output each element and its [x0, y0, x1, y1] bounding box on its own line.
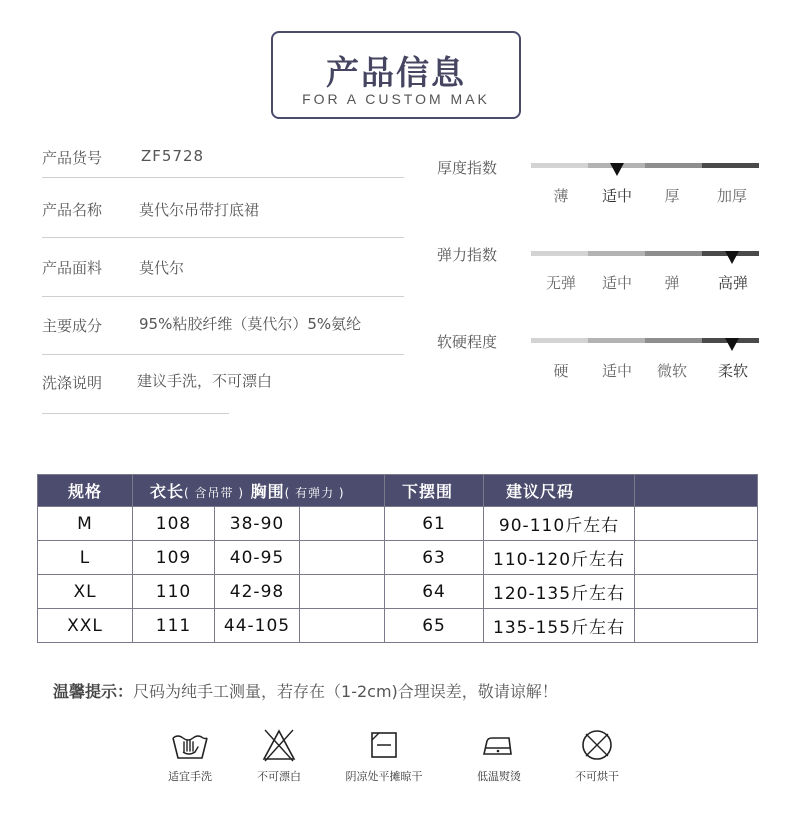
info-label: 产品面料 — [42, 259, 103, 277]
header-hem: 下摆围 — [385, 475, 484, 507]
cell-size: L — [38, 541, 133, 575]
softness-option-selected: 柔软 — [717, 362, 748, 380]
thickness-marker-icon — [610, 163, 624, 176]
care-label: 不可烘干 — [575, 770, 619, 783]
care-hand-wash — [140, 728, 240, 784]
hand-wash-icon — [170, 728, 210, 762]
cell-chest: 40-95 — [215, 541, 300, 575]
info-label: 主要成分 — [42, 317, 103, 335]
page-title: 产品信息 — [326, 53, 466, 92]
elasticity-marker-icon — [725, 251, 739, 264]
info-row-wash — [42, 355, 404, 405]
thickness-index-label: 厚度指数 — [437, 159, 498, 177]
info-value: ZF5728 — [141, 147, 205, 165]
care-no-tumble-dry — [547, 728, 647, 784]
cell-length: 109 — [133, 541, 215, 575]
softness-index-label: 软硬程度 — [437, 333, 498, 351]
no-tumble-dry-icon — [578, 728, 616, 762]
table-header-row — [38, 475, 758, 507]
thickness-index-bar — [531, 163, 759, 168]
thickness-option-selected: 适中 — [601, 187, 632, 205]
info-value: 莫代尔 — [139, 259, 185, 277]
table-row — [38, 609, 758, 643]
header-recommend: 建议尺码 — [484, 475, 635, 507]
cell-size: XL — [38, 575, 133, 609]
thickness-option: 厚 — [664, 187, 680, 205]
cell-size: XXL — [38, 609, 133, 643]
size-tip — [53, 679, 558, 702]
cell-empty — [635, 575, 758, 609]
softness-option: 微软 — [656, 362, 687, 380]
care-label: 低温熨烫 — [477, 770, 521, 783]
header-length-note: ( 含吊带 ) — [184, 486, 245, 500]
care-label: 适宜手洗 — [168, 770, 212, 783]
thickness-option: 薄 — [553, 187, 569, 205]
softness-option: 适中 — [601, 362, 632, 380]
info-row-fabric — [42, 238, 404, 297]
size-table — [37, 474, 758, 643]
info-row-composition — [42, 297, 404, 355]
cell-chest: 38-90 — [215, 507, 300, 541]
care-no-bleach — [229, 728, 329, 784]
cell-recommend: 90-110斤左右 — [484, 507, 635, 541]
cell-hem: 64 — [385, 575, 484, 609]
cell-empty — [635, 507, 758, 541]
shade-dry-flat-icon — [369, 728, 399, 762]
softness-marker-icon — [725, 338, 739, 351]
header-chest-note: ( 有弹力 ) — [284, 486, 345, 500]
info-value: 建议手洗，不可漂白 — [137, 372, 273, 390]
info-label: 洗涤说明 — [42, 374, 103, 392]
header-chest: 胸围 — [250, 482, 285, 501]
cell-recommend: 120-135斤左右 — [484, 575, 635, 609]
care-low-iron — [449, 728, 549, 784]
no-bleach-icon — [261, 728, 297, 762]
tip-label: 温馨提示： — [53, 682, 134, 701]
cell-recommend: 110-120斤左右 — [484, 541, 635, 575]
title-box — [271, 31, 521, 119]
info-value: 95%粘胶纤维（莫代尔）5%氨纶 — [139, 315, 362, 333]
cell-empty — [635, 609, 758, 643]
header-empty — [635, 475, 758, 507]
table-row — [38, 541, 758, 575]
cell-chest: 42-98 — [215, 575, 300, 609]
elasticity-index-label: 弹力指数 — [437, 246, 498, 264]
cell-empty — [300, 609, 385, 643]
cell-hem: 61 — [385, 507, 484, 541]
header-length-chest — [133, 475, 385, 507]
elasticity-option-selected: 高弹 — [717, 274, 748, 292]
low-iron-icon — [479, 728, 519, 762]
elasticity-option: 适中 — [601, 274, 632, 292]
cell-empty — [635, 541, 758, 575]
info-row-sku — [42, 147, 404, 178]
softness-option: 硬 — [553, 362, 569, 380]
info-label: 产品名称 — [42, 201, 103, 219]
info-label: 产品货号 — [42, 149, 103, 167]
cell-empty — [300, 541, 385, 575]
header-length: 衣长 — [150, 482, 185, 501]
cell-empty — [300, 575, 385, 609]
care-shade-dry-flat — [334, 728, 434, 784]
cell-length: 108 — [133, 507, 215, 541]
info-value: 莫代尔吊带打底裙 — [139, 201, 260, 219]
care-label: 阴凉处平摊晾干 — [345, 770, 423, 783]
care-label: 不可漂白 — [257, 770, 301, 783]
elasticity-option: 无弹 — [545, 274, 576, 292]
cell-length: 111 — [133, 609, 215, 643]
tip-text: 尺码为纯手工测量，若存在（1-2cm)合理误差，敬请谅解！ — [133, 682, 558, 701]
table-row — [38, 575, 758, 609]
cell-hem: 63 — [385, 541, 484, 575]
table-row — [38, 507, 758, 541]
page-subtitle: FOR A CUSTOM MAK — [302, 91, 490, 107]
cell-chest: 44-105 — [215, 609, 300, 643]
cell-size: M — [38, 507, 133, 541]
cell-hem: 65 — [385, 609, 484, 643]
cell-recommend: 135-155斤左右 — [484, 609, 635, 643]
header-size: 规格 — [38, 475, 133, 507]
info-row-name — [42, 178, 404, 238]
thickness-option: 加厚 — [716, 187, 747, 205]
cell-empty — [300, 507, 385, 541]
divider — [42, 413, 229, 414]
cell-length: 110 — [133, 575, 215, 609]
elasticity-option: 弹 — [664, 274, 680, 292]
